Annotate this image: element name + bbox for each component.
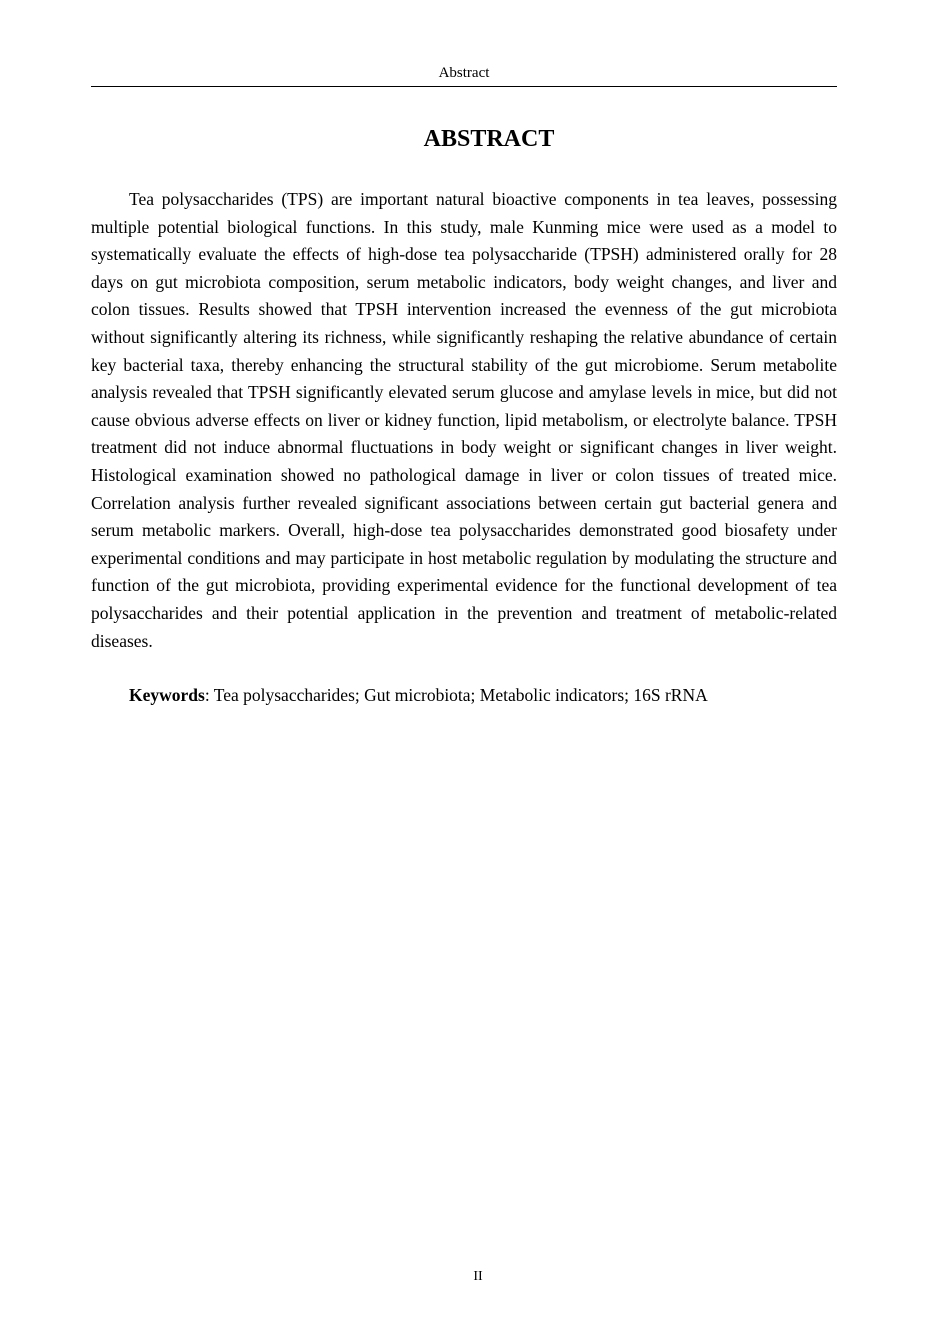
keywords-separator: : [204, 685, 214, 705]
keywords-label: Keywords [129, 685, 205, 705]
page-title: ABSTRACT [423, 126, 555, 152]
abstract-paragraph: Tea polysaccharides (TPS) are important natural bioactive components in tea leaves, possessing multiple potential biological functions. In this study, male Kunming mice were used as a model to systematically evaluate the effects of high-dose tea polysaccharide (TPSH) administered orally for 28 days on gut microbiota composition, serum metabolic indicators, body weight changes, and liver and colon tissues. Results showed that TPSH intervention increased the evenness of the gut microbiota without significantly altering its richness, while significantly reshaping the relative abundance of certain key bacterial taxa, thereby enhancing the structural stability of the gut microbiome. Serum metabolite analysis revealed that TPSH significantly elevated serum glucose and amylase levels in mice, but did not cause obvious adverse effects on liver or kidney function, lipid metabolism, or electrolyte balance. TPSH treatment did not induce abnormal fluctuations in body weight or significant changes in liver weight. Histological examination showed no pathological damage in liver or colon tissues of treated mice. Correlation analysis further revealed significant associations between certain gut bacterial genera and serum metabolic markers. Overall, high-dose tea polysaccharides demonstrated good biosafety under experimental conditions and may participate in host metabolic regulation by modulating the structure and function of the gut microbiota, providing experimental evidence for the functional development of tea polysaccharides and their potential application in the prevention and treatment of metabolic-related diseases. [91, 189, 837, 651]
keywords-value: Tea polysaccharides; Gut microbiota; Metabolic indicators; 16S rRNA [213, 685, 708, 705]
header-rule [91, 86, 837, 87]
page-number: II [473, 1269, 483, 1284]
running-header: Abstract [438, 65, 490, 81]
keywords-line [91, 682, 837, 710]
